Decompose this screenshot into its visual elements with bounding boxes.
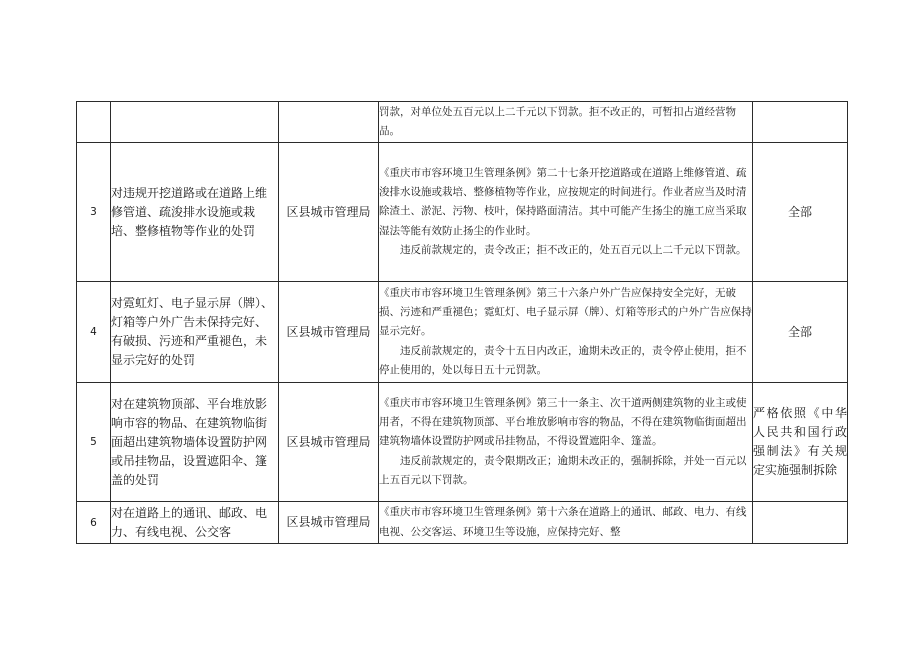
table-row	[77, 102, 848, 143]
enforcement-department: 区县城市管理局	[279, 502, 379, 544]
legal-basis-paragraph: 《重庆市市容环境卫生管理条例》第三十六条户外广告应保持安全完好，无破损、污迹和严重褪色；霓虹灯、电子显示屏（牌）、灯箱等形式的户外广告应保持显示完好。	[379, 286, 752, 338]
table-row	[77, 502, 848, 544]
penalty-item: 对霓虹灯、电子显示屏（牌）、灯箱等户外广告未保持完好、有破损、污迹和严重褪色，未显示完好的处罚	[111, 282, 279, 383]
penalty-item: 对在建筑物顶部、平台堆放影响市容的物品、在建筑物临街面超出建筑物墙体设置防护网或吊挂物品，设置遮阳伞、篷盖的处罚	[111, 383, 279, 502]
table-row	[77, 143, 848, 282]
legal-basis-paragraph: 违反前款规定的，责令十五日内改正，逾期未改正的，责令停止使用，拒不停止使用的，处以每日五十元罚款。	[379, 344, 747, 376]
penalty-item	[111, 102, 279, 143]
legal-basis-paragraph: 罚款，对单位处五百元以上二千元以下罚款。拒不改正的，可暂扣占道经营物品。	[379, 105, 736, 137]
legal-basis	[379, 102, 753, 143]
enforcement-department	[279, 102, 379, 143]
row-number	[77, 102, 111, 143]
row-number: 5	[77, 383, 111, 502]
legal-basis	[379, 502, 753, 544]
delegation-scope	[753, 102, 848, 143]
legal-basis	[379, 143, 753, 282]
enforcement-department: 区县城市管理局	[279, 282, 379, 383]
legal-basis-paragraph: 《重庆市市容环境卫生管理条例》第十六条在道路上的通讯、邮政、电力、有线电视、公交客运、环境卫生等设施，应保持完好、整	[379, 506, 747, 538]
legal-basis-paragraph: 《重庆市市容环境卫生管理条例》第三十一条主、次干道两侧建筑物的业主或使用者，不得在建筑物顶部、平台堆放影响市容的物品，不得在建筑物临街面超出建筑物墙体设置防护网或吊挂物品，不得设置遮阳伞、篷盖。	[379, 396, 747, 448]
delegation-scope: 全部	[753, 143, 848, 282]
legal-basis-paragraph: 违反前款规定的，责令限期改正；逾期未改正的，强制拆除，并处一百元以上五百元以下罚款。	[379, 454, 747, 486]
delegation-scope: 全部	[753, 282, 848, 383]
row-number: 4	[77, 282, 111, 383]
table-row	[77, 383, 848, 502]
enforcement-department: 区县城市管理局	[279, 383, 379, 502]
legal-basis	[379, 282, 753, 383]
penalty-item: 对违规开挖道路或在道路上维修管道、疏浚排水设施或栽培、整修植物等作业的处罚	[111, 143, 279, 282]
penalty-item: 对在道路上的通讯、邮政、电力、有线电视、公交客	[111, 502, 279, 544]
legal-basis-paragraph: 《重庆市市容环境卫生管理条例》第二十七条开挖道路或在道路上维修管道、疏浚排水设施或栽培、整修植物等作业，应按规定的时间进行。作业者应当及时清除渣土、淤泥、污物、枝叶，保持路面清洁。其中可能产生扬尘的施工应当采取湿法等能有效防止扬尘的作业时。	[379, 166, 747, 237]
penalty-table	[76, 101, 848, 544]
legal-basis	[379, 383, 753, 502]
legal-basis-paragraph: 违反前款规定的，责令改正；拒不改正的，处五百元以上二千元以下罚款。	[400, 243, 747, 256]
enforcement-department: 区县城市管理局	[279, 143, 379, 282]
delegation-scope	[753, 502, 848, 544]
row-number: 6	[77, 502, 111, 544]
table-row	[77, 282, 848, 383]
row-number: 3	[77, 143, 111, 282]
delegation-scope: 严格依照《中华人民共和国行政强制法》有关规定实施强制拆除	[753, 383, 848, 502]
